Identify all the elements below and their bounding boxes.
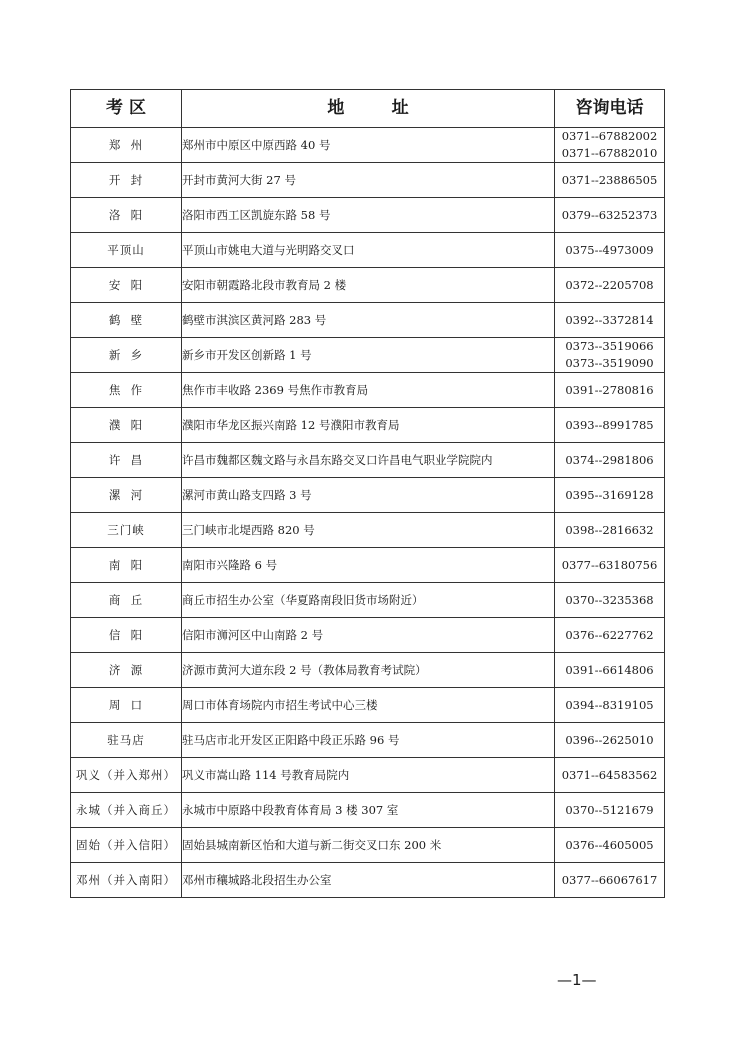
district-cell: 郑 州	[71, 128, 182, 163]
table-row	[71, 408, 665, 443]
table-row	[71, 793, 665, 828]
table-row	[71, 618, 665, 653]
district-cell: 鹤 壁	[71, 303, 182, 338]
phone-cell	[555, 408, 665, 443]
address-cell: 平顶山市姚电大道与光明路交叉口	[182, 233, 555, 268]
phone-cell	[555, 618, 665, 653]
phone-number: 0371--64583562	[561, 767, 658, 782]
phone-number: 0375--4973009	[565, 242, 654, 257]
table-row	[71, 688, 665, 723]
address-cell: 濮阳市华龙区振兴南路 12 号濮阳市教育局	[182, 408, 555, 443]
address-cell: 永城市中原路中段教育体育局 3 楼 307 室	[182, 793, 555, 828]
phone-cell	[555, 163, 665, 198]
table-row	[71, 128, 665, 163]
phone-number: 0376--6227762	[565, 627, 654, 642]
phone-cell	[555, 513, 665, 548]
address-cell: 漯河市黄山路支四路 3 号	[182, 478, 555, 513]
address-cell: 周口市体育场院内市招生考试中心三楼	[182, 688, 555, 723]
phone-number: 0373--3519066	[565, 339, 654, 353]
phone-number: 0377--63180756	[561, 557, 658, 572]
phone-number: 0393--8991785	[565, 417, 654, 432]
district-cell: 南 阳	[71, 548, 182, 583]
address-cell: 邓州市穰城路北段招生办公室	[182, 863, 555, 898]
district-cell: 信 阳	[71, 618, 182, 653]
phone-cell	[555, 268, 665, 303]
phone-cell	[555, 863, 665, 898]
table-row	[71, 548, 665, 583]
phone-number: 0377--66067617	[561, 872, 658, 887]
phone-number: 0370--5121679	[565, 802, 654, 817]
district-cell: 巩义（并入郑州）	[71, 758, 182, 793]
phone-cell	[555, 758, 665, 793]
table-row	[71, 583, 665, 618]
address-cell: 三门峡市北堤西路 820 号	[182, 513, 555, 548]
phone-number: 0391--6614806	[565, 662, 654, 677]
phone-cell	[555, 198, 665, 233]
table-row	[71, 338, 665, 373]
district-cell: 开 封	[71, 163, 182, 198]
table-row	[71, 758, 665, 793]
header-phone: 咨询电话	[555, 90, 665, 128]
address-cell: 安阳市朝霞路北段市教育局 2 楼	[182, 268, 555, 303]
district-cell: 安 阳	[71, 268, 182, 303]
address-cell: 济源市黄河大道东段 2 号（教体局教育考试院）	[182, 653, 555, 688]
phone-number: 0379--63252373	[561, 207, 658, 222]
phone-number: 0391--2780816	[565, 382, 654, 397]
district-cell: 漯 河	[71, 478, 182, 513]
phone-cell	[555, 233, 665, 268]
phone-number: 0371--67882010	[561, 146, 658, 160]
phone-cell	[555, 548, 665, 583]
address-cell: 新乡市开发区创新路 1 号	[182, 338, 555, 373]
table-row	[71, 863, 665, 898]
district-cell: 三门峡	[71, 513, 182, 548]
district-cell: 焦 作	[71, 373, 182, 408]
header-address: 地 址	[182, 90, 555, 128]
phone-number: 0374--2981806	[565, 452, 654, 467]
phone-number: 0372--2205708	[565, 277, 654, 292]
table-row	[71, 198, 665, 233]
district-cell: 濮 阳	[71, 408, 182, 443]
address-cell: 驻马店市北开发区正阳路中段正乐路 96 号	[182, 723, 555, 758]
phone-cell	[555, 793, 665, 828]
phone-cell	[555, 128, 665, 163]
phone-cell	[555, 478, 665, 513]
district-cell: 邓州（并入南阳）	[71, 863, 182, 898]
phone-cell	[555, 723, 665, 758]
district-cell: 驻马店	[71, 723, 182, 758]
phone-cell	[555, 443, 665, 478]
table-row	[71, 723, 665, 758]
table-row	[71, 513, 665, 548]
address-cell: 洛阳市西工区凯旋东路 58 号	[182, 198, 555, 233]
address-cell: 焦作市丰收路 2369 号焦作市教育局	[182, 373, 555, 408]
phone-number: 0373--3519090	[565, 356, 654, 370]
phone-number: 0396--2625010	[565, 732, 654, 747]
phone-cell	[555, 828, 665, 863]
table-row	[71, 163, 665, 198]
district-cell: 商 丘	[71, 583, 182, 618]
district-cell: 济 源	[71, 653, 182, 688]
table-row	[71, 303, 665, 338]
table-row	[71, 373, 665, 408]
phone-cell	[555, 338, 665, 373]
district-cell: 永城（并入商丘）	[71, 793, 182, 828]
address-cell: 商丘市招生办公室（华夏路南段旧货市场附近）	[182, 583, 555, 618]
district-cell: 周 口	[71, 688, 182, 723]
address-cell: 南阳市兴隆路 6 号	[182, 548, 555, 583]
phone-number: 0370--3235368	[565, 592, 654, 607]
phone-cell	[555, 688, 665, 723]
phone-cell	[555, 653, 665, 688]
exam-district-table	[70, 89, 665, 898]
phone-number: 0395--3169128	[565, 487, 654, 502]
phone-cell	[555, 583, 665, 618]
phone-cell	[555, 373, 665, 408]
address-cell: 许昌市魏都区魏文路与永昌东路交叉口许昌电气职业学院院内	[182, 443, 555, 478]
district-cell: 许 昌	[71, 443, 182, 478]
address-cell: 郑州市中原区中原西路 40 号	[182, 128, 555, 163]
table-header-row	[71, 90, 665, 128]
phone-number: 0371--23886505	[561, 172, 658, 187]
phone-number: 0376--4605005	[565, 837, 654, 852]
header-district: 考 区	[71, 90, 182, 128]
table-row	[71, 443, 665, 478]
district-cell: 固始（并入信阳）	[71, 828, 182, 863]
address-cell: 固始县城南新区怡和大道与新二街交叉口东 200 米	[182, 828, 555, 863]
phone-cell	[555, 303, 665, 338]
table-row	[71, 478, 665, 513]
phone-number: 0394--8319105	[565, 697, 654, 712]
address-cell: 鹤壁市淇滨区黄河路 283 号	[182, 303, 555, 338]
page-number: —1—	[557, 971, 597, 989]
district-cell: 新 乡	[71, 338, 182, 373]
phone-number: 0392--3372814	[565, 312, 654, 327]
table-row	[71, 828, 665, 863]
district-cell: 平顶山	[71, 233, 182, 268]
district-cell: 洛 阳	[71, 198, 182, 233]
address-cell: 巩义市嵩山路 114 号教育局院内	[182, 758, 555, 793]
table-row	[71, 233, 665, 268]
address-cell: 开封市黄河大街 27 号	[182, 163, 555, 198]
table-row	[71, 268, 665, 303]
phone-number: 0398--2816632	[565, 522, 654, 537]
table-row	[71, 653, 665, 688]
phone-number: 0371--67882002	[561, 129, 658, 143]
address-cell: 信阳市浉河区中山南路 2 号	[182, 618, 555, 653]
